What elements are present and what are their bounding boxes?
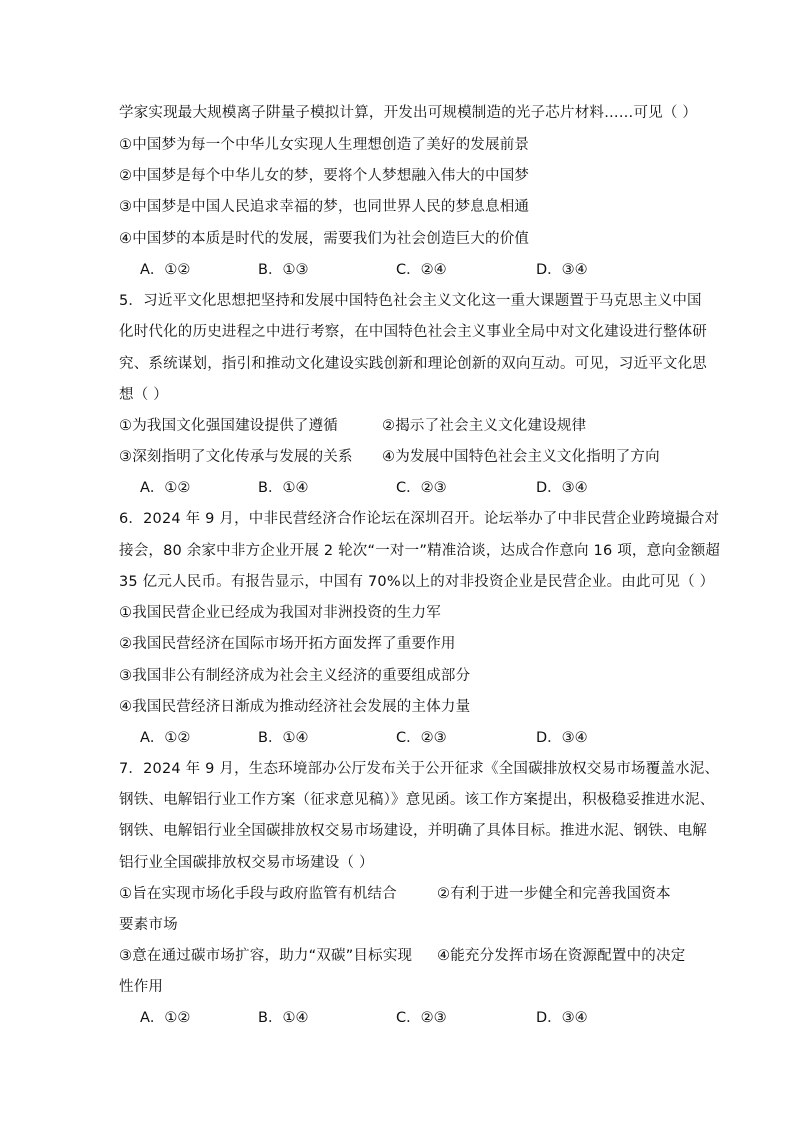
q6-option-c: C．②③ <box>396 730 447 746</box>
q4-option-a: A．①② <box>140 262 191 278</box>
q4-statement-3: ③中国梦是中国人民追求幸福的梦，也同世界人民的梦息息相通 <box>119 199 530 215</box>
q6-stem-line-1: 6．2024 年 9 月，中非民营经济合作论坛在深圳召开。论坛举办了中非民营企业跨境撮合对 <box>119 511 720 527</box>
q7-statement-3: ③意在通过碳市场扩容，助力“双碳”目标实现 <box>119 948 413 964</box>
q6-option-d: D．③④ <box>536 730 588 746</box>
q7-stem-line-4: 铝行业全国碳排放权交易市场建设（ ） <box>119 855 374 871</box>
q6-statement-2: ②我国民营经济在国际市场开拓方面发挥了重要作用 <box>119 636 456 652</box>
q7-option-d: D．③④ <box>536 1010 588 1026</box>
q4-statement-1: ①中国梦为每一个中华儿女实现人生理想创造了美好的发展前景 <box>119 137 530 153</box>
q5-statement-3: ③深刻指明了文化传承与发展的关系 <box>119 449 353 465</box>
q6-statement-4: ④我国民营经济日渐成为推动经济社会发展的主体力量 <box>119 699 471 715</box>
q4-option-b: B．①③ <box>258 262 309 278</box>
q5-statement-2: ②揭示了社会主义文化建设规律 <box>382 418 587 434</box>
q4-stem: 学家实现最大规模离子阱量子模拟计算，开发出可规模制造的光子芯片材料……可见（ ） <box>119 105 698 121</box>
q7-statement-1: ①旨在实现市场化手段与政府监管有机结合 <box>119 886 397 902</box>
q5-option-a: A．①② <box>140 480 191 496</box>
q5-stem-line-4: 想（ ） <box>119 387 168 403</box>
q6-option-b: B．①④ <box>258 730 309 746</box>
q5-statement-1: ①为我国文化强国建设提供了遵循 <box>119 418 338 434</box>
q6-statement-1: ①我国民营企业已经成为我国对非洲投资的生力军 <box>119 605 441 621</box>
q5-option-b: B．①④ <box>258 480 309 496</box>
q5-stem-line-1: 5．习近平文化思想把坚持和发展中国特色社会主义文化这一重大课题置于马克思主义中国 <box>119 293 702 309</box>
q7-statement-2: ②有利于进一步健全和完善我国资本 <box>437 886 671 902</box>
q6-statement-3: ③我国非公有制经济成为社会主义经济的重要组成部分 <box>119 668 471 684</box>
q7-statement-4-cont: 性作用 <box>119 979 164 995</box>
q7-option-a: A．①② <box>140 1010 191 1026</box>
q4-option-c: C．②④ <box>396 262 447 278</box>
q7-statement-2-cont: 要素市场 <box>119 917 178 933</box>
q5-statement-4: ④为发展中国特色社会主义文化指明了方向 <box>382 449 660 465</box>
q5-stem-line-3: 究、系统谋划，指引和推动文化建设实践创新和理论创新的双向互动。可见，习近平文化思 <box>119 356 707 372</box>
q7-stem-line-1: 7．2024 年 9 月，生态环境部办公厅发布关于公开征求《全国碳排放权交易市场覆盖水泥、 <box>119 761 720 777</box>
q5-stem-line-2: 化时代化的历史进程之中进行考察，在中国特色社会主义事业全局中对文化建设进行整体研 <box>119 324 707 340</box>
q5-option-d: D．③④ <box>536 480 588 496</box>
q7-stem-line-2: 钢铁、电解铝行业工作方案（征求意见稿）》意见函。该工作方案提出，积极稳妥推进水泥、 <box>119 792 715 808</box>
q6-stem-line-3: 35 亿元人民币。有报告显示，中国有 70%以上的对非投资企业是民营企业。由此可见（ ） <box>119 574 715 590</box>
q7-stem-line-3: 钢铁、电解铝行业全国碳排放权交易市场建设，并明确了具体目标。推进水泥、钢铁、电解 <box>119 823 707 839</box>
q7-option-b: B．①④ <box>258 1010 309 1026</box>
q6-stem-line-2: 接会，80 余家中非方企业开展 2 轮次“一对一”精准洽谈，达成合作意向 16 项，意向金额超 <box>119 543 721 559</box>
q7-statement-4: ④能充分发挥市场在资源配置中的决定 <box>437 948 686 964</box>
q7-option-c: C．②③ <box>396 1010 447 1026</box>
q5-option-c: C．②③ <box>396 480 447 496</box>
q6-option-a: A．①② <box>140 730 191 746</box>
q4-statement-2: ②中国梦是每个中华儿女的梦，要将个人梦想融入伟大的中国梦 <box>119 168 530 184</box>
q4-statement-4: ④中国梦的本质是时代的发展，需要我们为社会创造巨大的价值 <box>119 231 530 247</box>
q4-option-d: D．③④ <box>536 262 588 278</box>
